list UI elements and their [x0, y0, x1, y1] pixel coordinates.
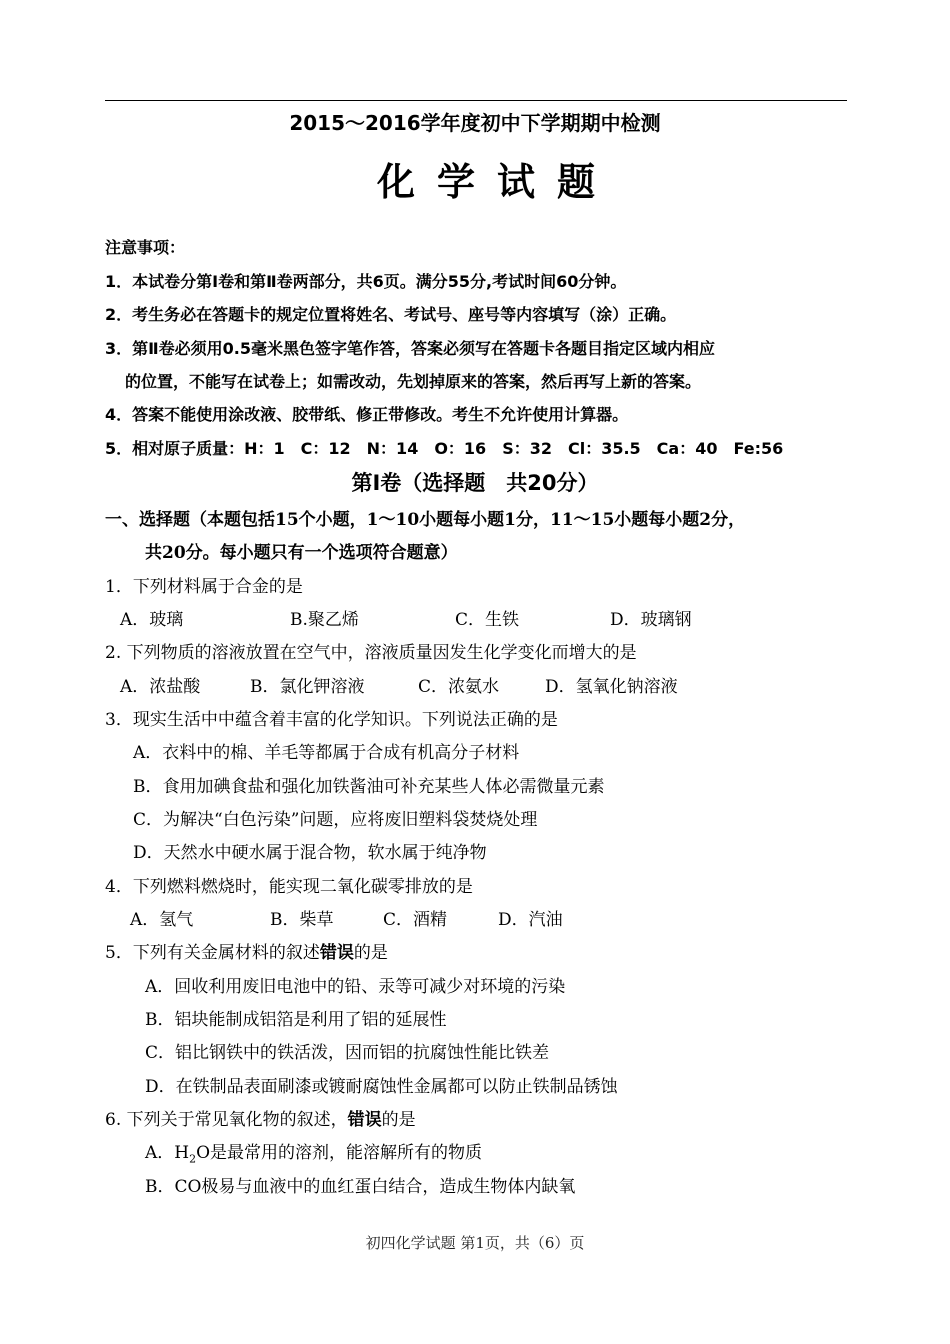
- question-2-option-c: C．浓氨水: [418, 677, 500, 697]
- notice-heading: 注意事项：: [105, 238, 186, 257]
- question-5-stem-prefix: 5．下列有关金属材料的叙述: [105, 943, 320, 963]
- question-6-stem: [105, 1110, 416, 1130]
- question-4-option-d: D．汽油: [498, 910, 563, 930]
- question-5-option-a: A．回收利用废旧电池中的铅、汞等可减少对环境的污染: [145, 977, 566, 997]
- question-1-option-d: D．玻璃钢: [610, 610, 692, 630]
- question-6-stem-prefix: 6. 下列关于常见氧化物的叙述，: [105, 1110, 348, 1130]
- question-6-option-a-prefix: A．H: [145, 1143, 190, 1163]
- notice-item-2: 2．考生务必在答题卡的规定位置将姓名、考试号、座号等内容填写（涂）正确。: [105, 305, 677, 324]
- question-1-option-b: B.聚乙烯: [290, 610, 359, 630]
- exam-subtitle: 2015～2016学年度初中下学期期中检测: [289, 111, 661, 135]
- question-5-stem-suffix: 的是: [353, 943, 388, 963]
- question-5-stem: [105, 943, 388, 963]
- question-6-option-a-subscript: 2: [189, 1152, 197, 1166]
- section-instruction: 一、选择题（本题包括15个小题，1～10小题每小题1分，11～15小题每小题2分，: [105, 510, 746, 530]
- exam-title: 化学试题: [376, 160, 617, 204]
- question-4-option-a: A．氢气: [130, 910, 194, 930]
- notice-item-3: 3．第Ⅱ卷必须用0.5毫米黑色签字笔作答，答案必须写在答题卡各题目指定区域内相应: [105, 339, 716, 358]
- question-5-option-d: D．在铁制品表面刷漆或镀耐腐蚀性金属都可以防止铁制品锈蚀: [145, 1077, 618, 1097]
- question-3-option-b: B．食用加碘食盐和强化加铁酱油可补充某些人体必需微量元素: [133, 777, 605, 797]
- question-2-option-a: A．浓盐酸: [120, 677, 201, 697]
- question-6-stem-suffix: 的是: [381, 1110, 416, 1130]
- question-1-option-a: A．玻璃: [120, 610, 184, 630]
- question-6-option-a: [145, 1143, 482, 1169]
- question-4-stem: 4．下列燃料燃烧时，能实现二氧化碳零排放的是: [105, 877, 473, 897]
- question-2-option-b: B．氯化钾溶液: [250, 677, 365, 697]
- section-instruction-cont: 共20分。每小题只有一个选项符合题意）: [145, 543, 458, 563]
- notice-item-1: 1．本试卷分第Ⅰ卷和第Ⅱ卷两部分，共6页。满分55分,考试时间60分钟。: [105, 272, 627, 291]
- page-footer: 初四化学试题 第1页，共（6）页: [365, 1234, 585, 1252]
- question-2-stem: 2. 下列物质的溶液放置在空气中，溶液质量因发生化学变化而增大的是: [105, 643, 637, 663]
- question-2-option-d: D．氢氧化钠溶液: [545, 677, 678, 697]
- notice-item-3-cont: 的位置，不能写在试卷上；如需改动，先划掉原来的答案，然后再写上新的答案。: [125, 372, 702, 391]
- question-6-option-b: B．CO极易与血液中的血红蛋白结合，造成生物体内缺氧: [145, 1177, 576, 1197]
- question-6-option-a-suffix: O是最常用的溶剂，能溶解所有的物质: [196, 1143, 483, 1163]
- question-3-option-d: D．天然水中硬水属于混合物，软水属于纯净物: [133, 843, 487, 863]
- question-1-stem: 1．下列材料属于合金的是: [105, 577, 303, 597]
- question-5-stem-emphasis: 错误: [319, 943, 354, 963]
- question-5-option-c: C．铝比钢铁中的铁活泼，因而铝的抗腐蚀性能比铁差: [145, 1043, 550, 1063]
- question-4-option-b: B．柴草: [270, 910, 334, 930]
- question-4-option-c: C．酒精: [383, 910, 448, 930]
- header-rule: [105, 100, 847, 101]
- question-1-option-c: C．生铁: [455, 610, 520, 630]
- notice-item-5: 5．相对原子质量：H：1 C：12 N：14 O：16 S：32 Cl：35.5 Ca：40 Fe:56: [105, 439, 784, 458]
- question-3-option-c: C．为解决“白色污染”问题，应将废旧塑料袋焚烧处理: [133, 810, 538, 830]
- section-title: 第Ⅰ卷（选择题 共20分）: [351, 471, 599, 495]
- question-6-stem-emphasis: 错误: [347, 1110, 382, 1130]
- question-5-option-b: B．铝块能制成铝箔是利用了铝的延展性: [145, 1010, 447, 1030]
- question-3-stem: 3．现实生活中中蕴含着丰富的化学知识。下列说法正确的是: [105, 710, 558, 730]
- notice-item-4: 4．答案不能使用涂改液、胶带纸、修正带修改。考生不允许使用计算器。: [105, 405, 629, 424]
- question-3-option-a: A．衣料中的棉、羊毛等都属于合成有机高分子材料: [133, 743, 520, 763]
